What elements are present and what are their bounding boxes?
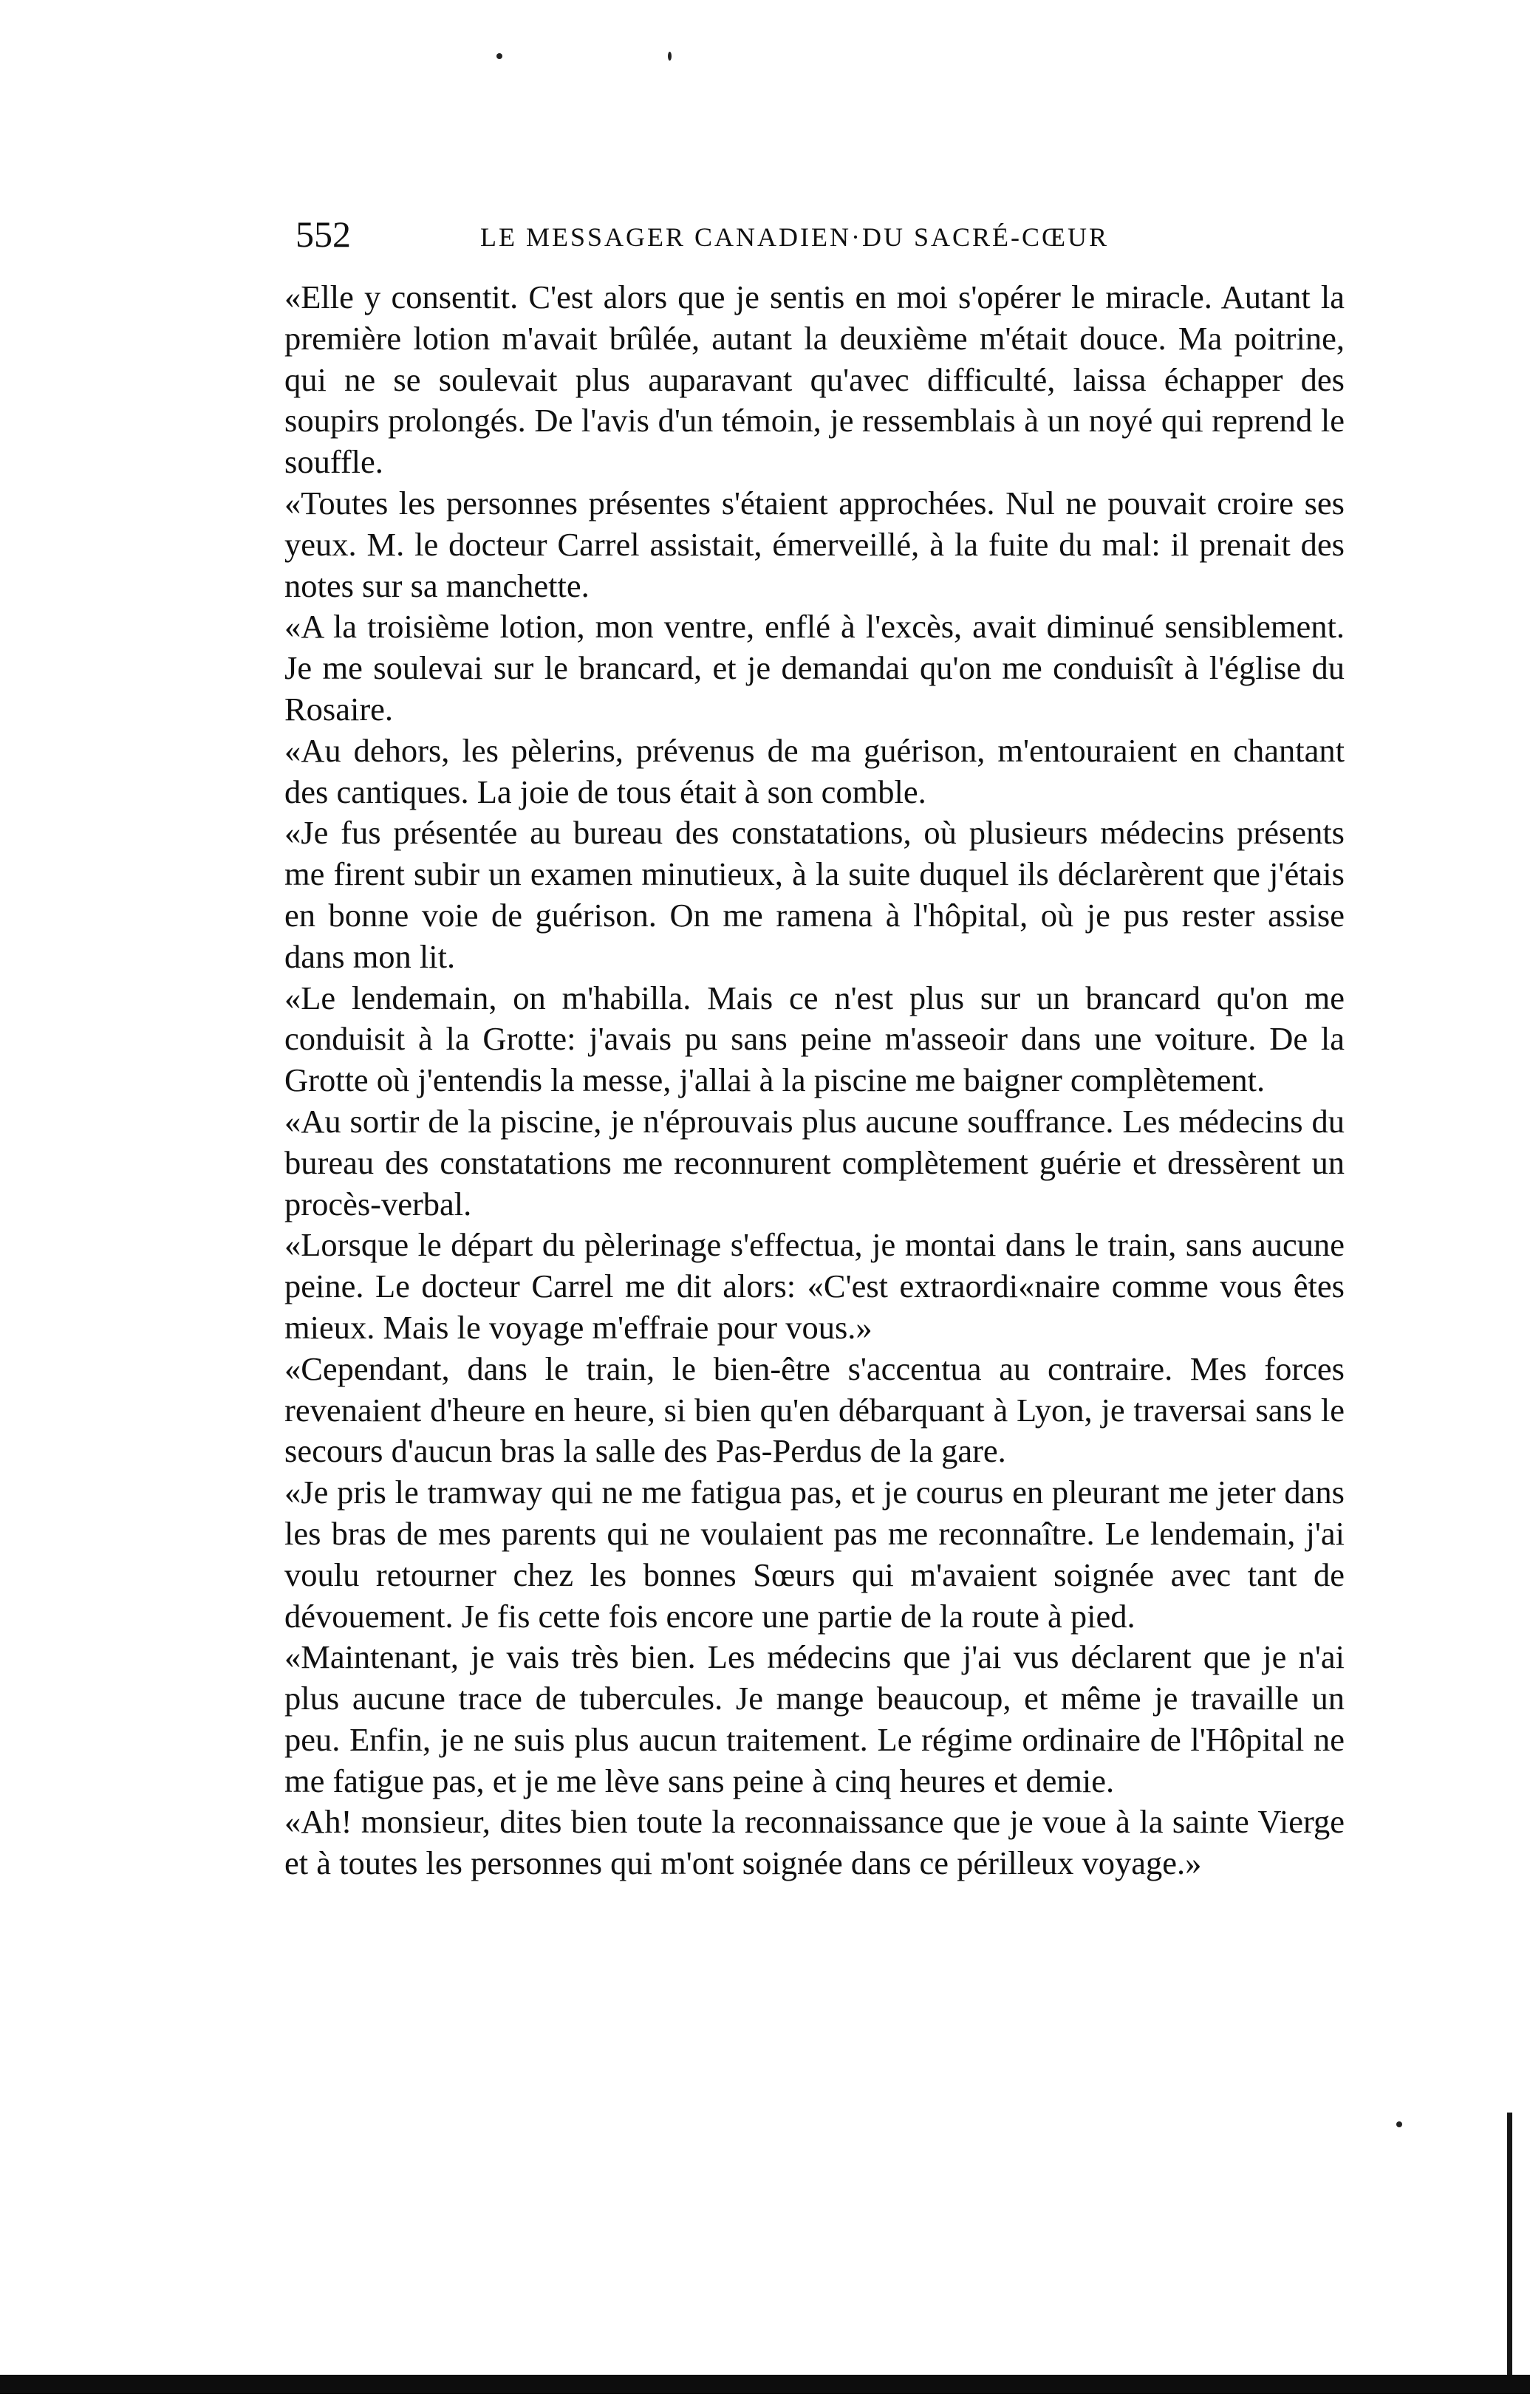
- scan-edge-line: [1507, 2113, 1512, 2378]
- paragraph: «Au dehors, les pèlerins, prévenus de ma guérison, m'entouraient en chantant des cantiques. La joie de tous était à son comble.: [284, 731, 1345, 810]
- paragraph: «Je fus présentée au bureau des constatations, où plusieurs médecins présents me firent subir un examen minutieux, à la suite duquel ils déclarèrent que j'étais en bonne voie de guérison. On me ramena à l'hôpital, où je pus rester assise dans mon lit.: [284, 814, 1345, 975]
- paragraph: «Je pris le tramway qui ne me fatigua pas, et je courus en pleurant me jeter dans les bras de mes parents qui ne voulaient pas me reconnaître. Le lendemain, j'ai voulu retourner chez les bonnes Sœurs qui m'avaient soignée avec tant de dévouement. Je fis cette fois encore une partie de la route à pied.: [284, 1474, 1345, 1635]
- paragraph: «Ah! monsieur, dites bien toute la reconnaissance que je voue à la sainte Vierge et à toutes les personnes qui m'ont soignée dans ce périlleux voyage.»: [284, 1803, 1345, 1882]
- scan-speck: [496, 53, 502, 59]
- paragraph: «Toutes les personnes présentes s'étaient approchées. Nul ne pouvait croire ses yeux. M. le docteur Carrel assistait, émerveillé, à la fuite du mal: il prenait des notes sur sa manchette.: [284, 484, 1345, 604]
- running-head: LE MESSAGER CANADIEN·DU SACRÉ-CŒUR: [480, 222, 1110, 252]
- paragraph: «Au sortir de la piscine, je n'éprouvais plus aucune souffrance. Les médecins du bureau des constatations me reconnurent complètement guérie et dressèrent un procès-verbal.: [284, 1102, 1345, 1222]
- page-number: 552: [296, 213, 351, 255]
- paragraph: «Maintenant, je vais très bien. Les médecins que j'ai vus déclarent que je n'ai plus aucune trace de tubercules. Je mange beaucoup, et même je travaille un peu. Enfin, je ne suis plus aucun traitement. Le régime ordinaire de l'Hôpital ne me fatigue pas, et je me lève sans peine à cinq heures et demie.: [284, 1638, 1345, 1799]
- body-text: [284, 277, 1345, 1884]
- paragraph: «A la troisième lotion, mon ventre, enflé à l'excès, avait diminué sensiblement. Je me soulevai sur le brancard, et je demandai qu'on me conduisît à l'église du Rosaire.: [284, 608, 1345, 728]
- paragraph: «Lorsque le départ du pèlerinage s'effectua, je montai dans le train, sans aucune peine. Le docteur Carrel me dit alors: «C'est extraordi«naire comme vous êtes mieux. Mais le voyage m'effraie pour vous.»: [284, 1226, 1345, 1346]
- scan-speck: [1396, 2121, 1402, 2127]
- paragraph: «Le lendemain, on m'habilla. Mais ce n'est plus sur un brancard qu'on me conduisit à la Grotte: j'avais pu sans peine m'asseoir dans une voiture. De la Grotte où j'entendis la messe, j'allai à la piscine me baigner complètement.: [284, 979, 1345, 1099]
- paragraph: «Cependant, dans le train, le bien-être s'accentua au contraire. Mes forces revenaient d'heure en heure, si bien qu'en débarquant à Lyon, je traversai sans le secours d'aucun bras la salle des Pas-Perdus de la gare.: [284, 1350, 1345, 1470]
- scan-bottom-bar: [0, 2375, 1530, 2394]
- scan-speck: [668, 52, 672, 61]
- page-header: [296, 208, 1345, 260]
- paragraph: «Elle y consentit. C'est alors que je sentis en moi s'opérer le miracle. Autant la première lotion m'avait brûlée, autant la deuxième m'était douce. Ma poitrine, qui ne se soulevait plus auparavant qu'avec difficulté, laissa échapper des soupirs prolongés. De l'avis d'un témoin, je ressemblais à un noyé qui reprend le souffle.: [284, 278, 1345, 481]
